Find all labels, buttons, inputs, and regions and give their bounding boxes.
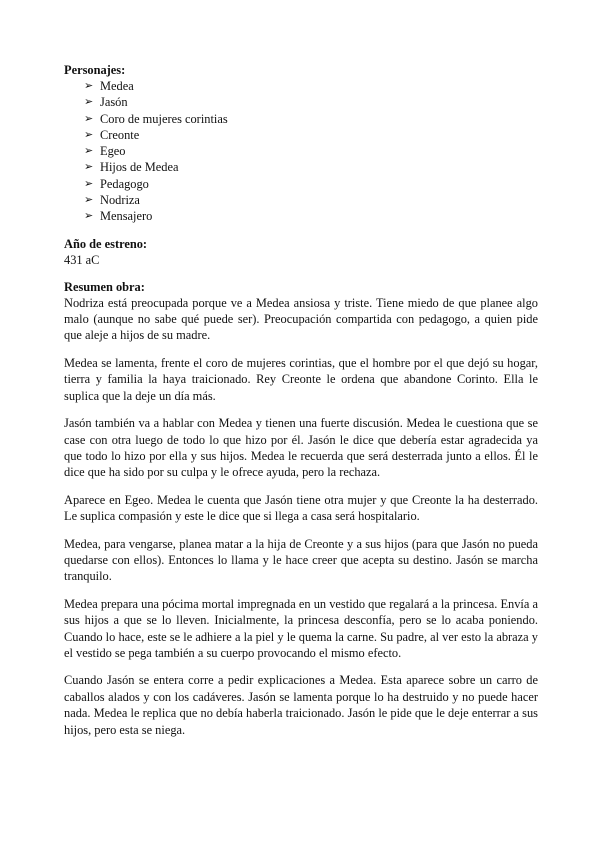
character-name: Medea xyxy=(100,79,134,93)
summary-paragraph: Nodriza está preocupada porque ve a Medea ansiosa y triste. Tiene miedo de que planee algo malo (aunque no sabe qué puede ser). Preocupación compartida con pedagogo, a quien pide que aleje a hijos de su madre. xyxy=(64,295,538,343)
list-item xyxy=(84,208,538,224)
characters-list xyxy=(64,78,538,225)
summary-paragraph: Medea prepara una pócima mortal impregnada en un vestido que regalará a la princesa. Envía a sus hijos a que se lo lleven. Inicialmente, la princesa desconfía, pero se lo acaba poniendo. Cuando lo hace, este se le adhiere a la piel y le quema la carne. Su padre, al ver esto la abraza y el vestido se pega también a su cuerpo provocando el mismo efecto. xyxy=(64,596,538,660)
list-item xyxy=(84,78,538,94)
arrow-bullet-icon: ➢ xyxy=(84,95,94,109)
arrow-bullet-icon: ➢ xyxy=(84,176,94,190)
arrow-bullet-icon: ➢ xyxy=(84,193,94,207)
document-page xyxy=(64,62,538,738)
characters-heading: Personajes: xyxy=(64,63,126,77)
arrow-bullet-icon: ➢ xyxy=(84,160,94,174)
summary-paragraph: Medea se lamenta, frente el coro de mujeres corintias, que el hombre por el que dejó su hogar, tierra y familia la haya traicionado. Rey Creonte le ordena que abandone Corinto. Ella le suplica que la deje un día más. xyxy=(64,355,538,403)
list-item xyxy=(84,176,538,192)
arrow-bullet-icon: ➢ xyxy=(84,79,94,92)
premiere-year: 431 aC xyxy=(64,252,100,267)
list-item xyxy=(84,94,538,110)
character-name: Coro de mujeres corintias xyxy=(100,111,228,126)
character-name: Egeo xyxy=(100,144,126,159)
list-item xyxy=(84,111,538,127)
list-item xyxy=(84,192,538,208)
summary-paragraph: Aparece en Egeo. Medea le cuenta que Jasón tiene otra mujer y que Creonte la ha desterrado. Le suplica compasión y este le dice que si llega a casa será hospitalario. xyxy=(64,492,538,524)
list-item xyxy=(84,143,538,159)
summary-paragraph: Cuando Jasón se entera corre a pedir explicaciones a Medea. Esta aparece sobre un carro de caballos alados y con los cadáveres. Jasón se lamenta porque lo ha destruido y no puede hacer nada. Medea le replica que no debía haberla traicionado. Jasón le pide que le deje enterrar a sus hijos, pero esta se niega. xyxy=(64,673,538,737)
arrow-bullet-icon: ➢ xyxy=(84,127,94,141)
list-item xyxy=(84,159,538,175)
list-item xyxy=(84,127,538,143)
character-name: Pedagogo xyxy=(100,176,149,191)
summary-paragraph: Jasón también va a hablar con Medea y tienen una fuerte discusión. Medea le cuestiona que se case con otra luego de todo lo que hizo por él. Jasón le dice que debería estar agradecida ya que todo lo hizo por ella y sus hijos. Medea le recuerda que será desterrada junto a ellos. Él le dice que ha sido por su culpa y le ofrece ayuda, pero la rechaza. xyxy=(64,416,538,480)
character-name: Hijos de Medea xyxy=(100,160,179,175)
summary-paragraph: Medea, para vengarse, planea matar a la hija de Creonte y a sus hijos (para que Jasón no pueda quedarse con ellos). Entonces lo llama y le hace creer que acepta su destino. Jasón se marcha tranquilo. xyxy=(64,536,538,584)
arrow-bullet-icon: ➢ xyxy=(84,144,94,158)
character-name: Mensajero xyxy=(100,209,153,224)
character-name: Nodriza xyxy=(100,193,140,208)
character-name: Jasón xyxy=(100,95,128,110)
character-name: Creonte xyxy=(100,127,140,142)
premiere-heading: Año de estreno: xyxy=(64,236,148,251)
arrow-bullet-icon: ➢ xyxy=(84,209,94,223)
arrow-bullet-icon: ➢ xyxy=(84,111,94,125)
summary-heading: Resumen obra: xyxy=(64,279,145,294)
